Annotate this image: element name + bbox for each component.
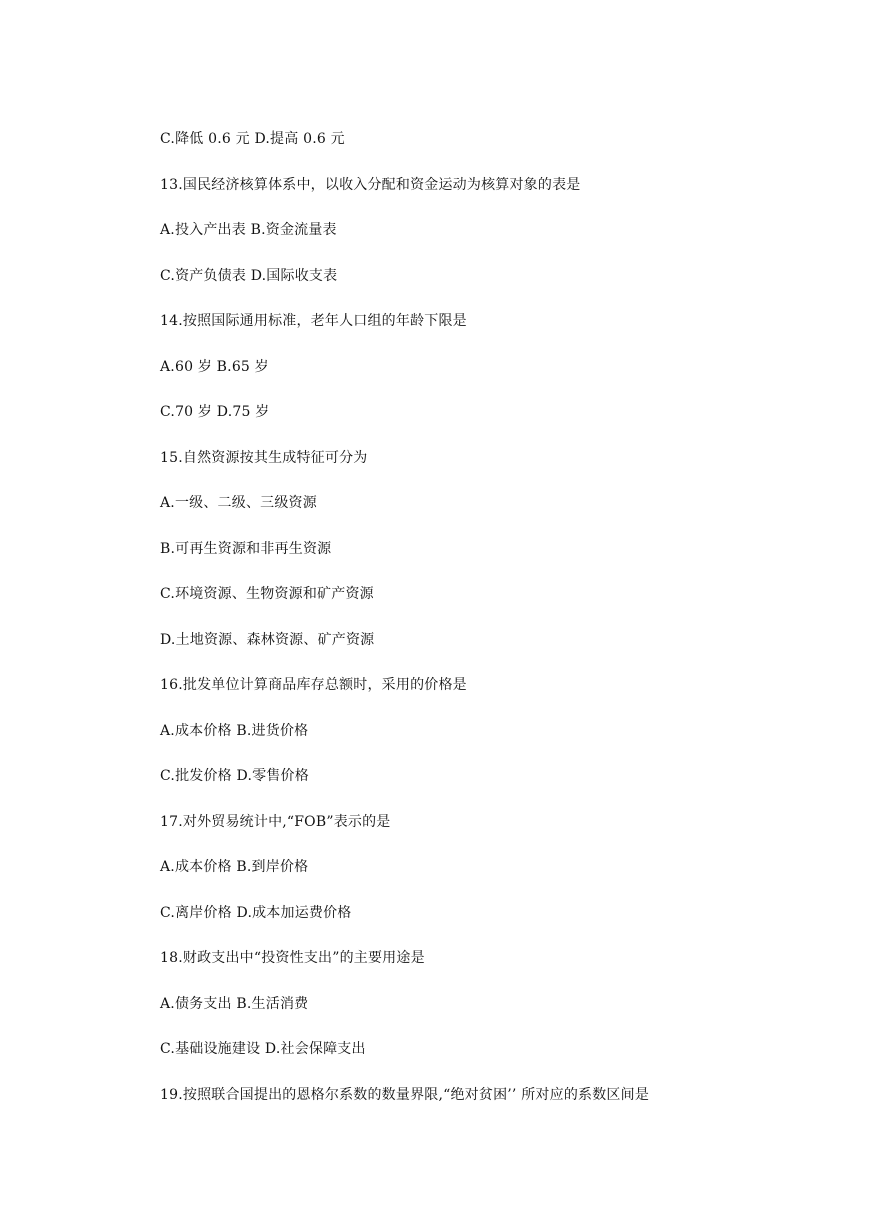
question-17: 17.对外贸易统计中,“FOB”表示的是 xyxy=(160,814,391,830)
option-15-a: A.一级、二级、三级资源 xyxy=(160,495,317,511)
option-line-17-ab: A.成本价格 B.到岸价格 xyxy=(160,859,309,875)
option-line-13-ab: A.投入产出表 B.资金流量表 xyxy=(160,222,337,238)
option-line-17-cd: C.离岸价格 D.成本加运费价格 xyxy=(160,905,352,921)
question-18: 18.财政支出中“投资性支出”的主要用途是 xyxy=(160,950,425,966)
question-15: 15.自然资源按其生成特征可分为 xyxy=(160,450,368,466)
option-line-14-ab: A.60 岁 B.65 岁 xyxy=(160,359,269,375)
option-line-12-cd: C.降低 0.6 元 D.提高 0.6 元 xyxy=(160,131,345,147)
option-line-16-cd: C.批发价格 D.零售价格 xyxy=(160,768,309,784)
option-line-18-ab: A.债务支出 B.生活消费 xyxy=(160,996,309,1012)
question-19: 19.按照联合国提出的恩格尔系数的数量界限,“绝对贫困’’ 所对应的系数区间是 xyxy=(160,1087,650,1103)
question-14: 14.按照国际通用标准，老年人口组的年龄下限是 xyxy=(160,313,467,329)
question-16: 16.批发单位计算商品库存总额时，采用的价格是 xyxy=(160,677,467,693)
question-13: 13.国民经济核算体系中，以收入分配和资金运动为核算对象的表是 xyxy=(160,177,581,193)
option-15-b: B.可再生资源和非再生资源 xyxy=(160,541,332,557)
option-line-18-cd: C.基础设施建设 D.社会保障支出 xyxy=(160,1041,366,1057)
option-line-13-cd: C.资产负债表 D.国际收支表 xyxy=(160,268,338,284)
option-15-d: D.土地资源、森林资源、矿产资源 xyxy=(160,632,375,648)
option-line-16-ab: A.成本价格 B.进货价格 xyxy=(160,723,309,739)
option-line-14-cd: C.70 岁 D.75 岁 xyxy=(160,404,270,420)
option-15-c: C.环境资源、生物资源和矿产资源 xyxy=(160,586,374,602)
